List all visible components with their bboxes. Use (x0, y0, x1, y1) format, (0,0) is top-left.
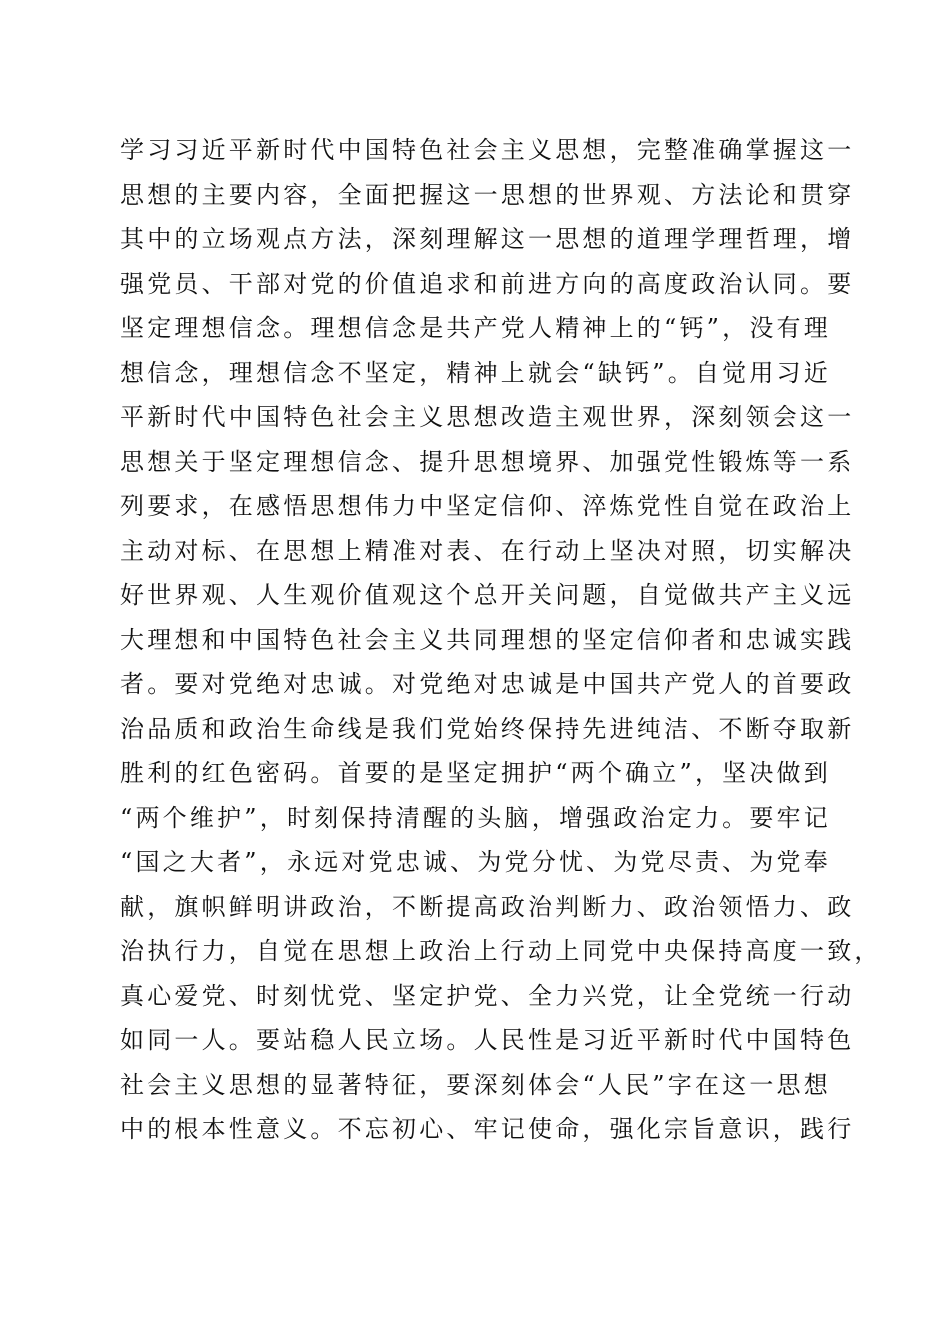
text-line: 好世界观、人生观价值观这个总开关问题，自觉做共产主义远 (120, 581, 855, 609)
text-line: 者。要对党绝对忠诚。对党绝对忠诚是中国共产党人的首要政 (120, 670, 855, 698)
text-line: 真心爱党、时刻忧党、坚定护党、全力兴党，让全党统一行动 (120, 981, 855, 1010)
text-line: 中的根本性意义。不忘初心、牢记使命，强化宗旨意识，践行 (120, 1115, 855, 1143)
text-line: 平新时代中国特色社会主义思想改造主观世界，深刻领会这一 (120, 403, 855, 431)
text-line: 如同一人。要站稳人民立场。人民性是习近平新时代中国特色 (120, 1026, 855, 1054)
body-paragraph (120, 128, 882, 1152)
text-line: 献，旗帜鲜明讲政治，不断提高政治判断力、政治领悟力、政 (120, 892, 855, 921)
text-line: 学习习近平新时代中国特色社会主义思想，完整准确掌握这一 (120, 136, 855, 164)
text-line: 列要求，在感悟思想伟力中坚定信仰、淬炼党性自觉在政治上 (120, 492, 855, 520)
text-line: 强党员、干部对党的价值追求和前进方向的高度政治认同。要 (120, 269, 855, 298)
text-line: 治品质和政治生命线是我们党始终保持先进纯洁、不断夺取新 (120, 714, 855, 743)
text-line: 主动对标、在思想上精准对表、在行动上坚决对照，切实解决 (120, 536, 855, 565)
text-line: “两个维护”，时刻保持清醒的头脑，增强政治定力。要牢记 (120, 803, 831, 832)
text-line: 大理想和中国特色社会主义共同理想的坚定信仰者和忠诚实践 (120, 625, 855, 654)
text-line: 思想关于坚定理想信念、提升思想境界、加强党性锻炼等一系 (120, 447, 855, 476)
text-line: 社会主义思想的显著特征，要深刻体会“人民”字在这一思想 (120, 1070, 831, 1099)
text-line: 想信念，理想信念不坚定，精神上就会“缺钙”。自觉用习近 (120, 358, 831, 387)
text-line: 其中的立场观点方法，深刻理解这一思想的道理学理哲理，增 (120, 225, 855, 253)
text-line: 治执行力，自觉在思想上政治上行动上同党中央保持高度一致， (120, 937, 882, 965)
text-line: 胜利的红色密码。首要的是坚定拥护“两个确立”，坚决做到 (120, 759, 831, 787)
text-line: 思想的主要内容，全面把握这一思想的世界观、方法论和贯穿 (120, 180, 855, 209)
text-line: 坚定理想信念。理想信念是共产党人精神上的“钙”，没有理 (120, 314, 831, 342)
text-line: “国之大者”，永远对党忠诚、为党分忧、为党尽责、为党奉 (120, 848, 831, 876)
